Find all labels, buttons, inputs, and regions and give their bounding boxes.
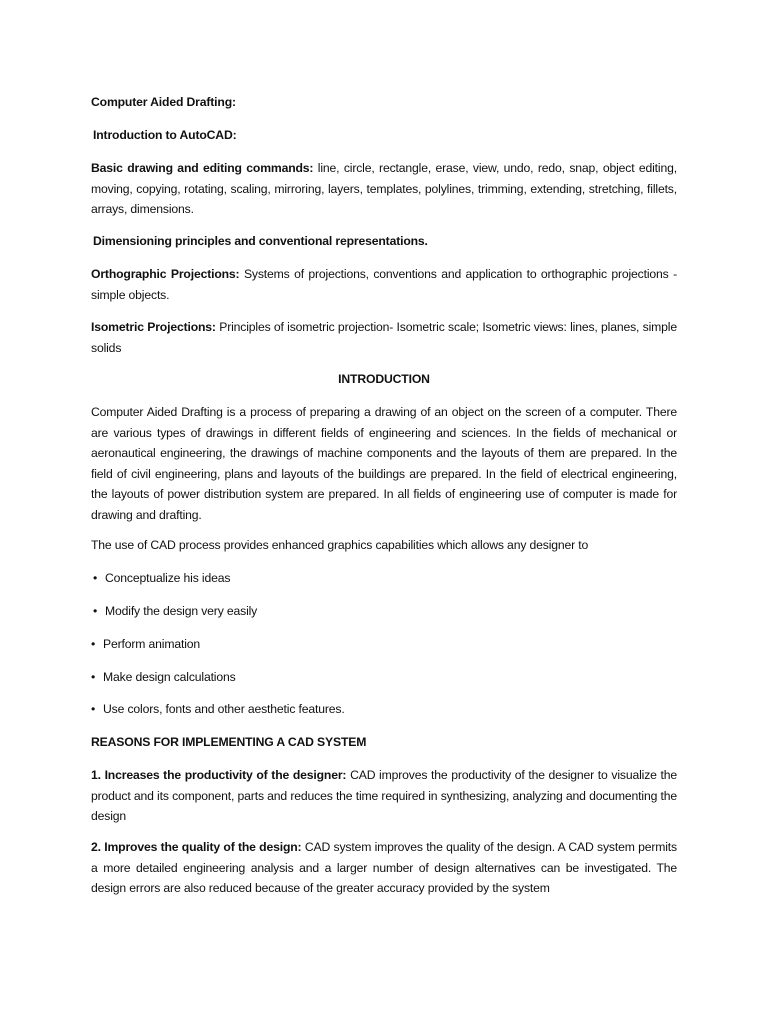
reason-2-paragraph [91, 837, 677, 899]
dimensioning-heading: Dimensioning principles and conventional representations. [93, 234, 428, 248]
bullet-marker: • [91, 702, 96, 716]
bullet-item [91, 634, 677, 655]
basic-commands-paragraph [91, 158, 677, 220]
introduction-paragraph: Computer Aided Drafting is a process of preparing a drawing of an object on the screen of a computer. There are various types of drawings in different fields of engineering and sciences. In the fields of mechanical or aeronautical engineering, the drawings of machine components and the layouts of them are prepared. In the field of civil engineering, plans and layouts of the buildings are prepared. In the field of electrical engineering, the layouts of power distribution system are prepared. In all fields of engineering use of computer is made for drawing and drafting. [91, 405, 677, 522]
reason-1-label: 1. Increases the productivity of the designer: [91, 768, 347, 782]
document-title: Computer Aided Drafting: [91, 95, 236, 109]
bullet-marker: • [93, 571, 98, 585]
orthographic-label: Orthographic Projections: [91, 267, 240, 281]
bullet-text: Perform animation [103, 637, 201, 651]
orthographic-paragraph [91, 264, 677, 305]
reason-2-text: CAD system improves the quality of the design. A CAD system permits a more detailed engineering analysis and a larger number of design alternatives can be investigated. The design errors are also reduced because of the greater accuracy provided by the system [91, 840, 677, 895]
basic-commands-text: line, circle, rectangle, erase, view, undo, redo, snap, object editing, moving, copying, rotating, scaling, mirroring, layers, templates, polylines, trimming, extending, stretching, fillets, arrays, dimensions. [91, 161, 677, 216]
bullet-item [91, 667, 677, 688]
bullet-marker: • [93, 604, 98, 618]
basic-commands-label: Basic drawing and editing commands: [91, 161, 314, 175]
bullet-text: Use colors, fonts and other aesthetic features. [103, 702, 345, 716]
bullet-text: Make design calculations [103, 670, 236, 684]
cad-use-paragraph: The use of CAD process provides enhanced graphics capabilities which allows any designer to [91, 538, 589, 552]
introduction-heading: INTRODUCTION [338, 372, 430, 386]
bullet-marker: • [91, 637, 96, 651]
isometric-paragraph [91, 317, 677, 358]
orthographic-text: Systems of projections, conventions and application to orthographic projections - simple objects. [91, 267, 677, 302]
bullet-text: Modify the design very easily [105, 604, 258, 618]
reason-2-label: 2. Improves the quality of the design: [91, 840, 302, 854]
reasons-heading: REASONS FOR IMPLEMENTING A CAD SYSTEM [91, 735, 367, 749]
bullet-item [93, 568, 679, 589]
bullet-marker: • [91, 670, 96, 684]
reason-1-paragraph [91, 765, 677, 827]
reason-1-text: CAD improves the productivity of the designer to visualize the product and its component, parts and reduces the time required in synthesizing, analyzing and documenting the design [91, 768, 677, 823]
intro-autocad-heading: Introduction to AutoCAD: [93, 128, 237, 142]
document-page [91, 0, 677, 1024]
bullet-text: Conceptualize his ideas [105, 571, 231, 585]
isometric-text: Principles of isometric projection- Isometric scale; Isometric views: lines, planes, simple solids [91, 320, 677, 355]
isometric-label: Isometric Projections: [91, 320, 216, 334]
bullet-item [93, 601, 679, 622]
bullet-item [91, 699, 677, 720]
